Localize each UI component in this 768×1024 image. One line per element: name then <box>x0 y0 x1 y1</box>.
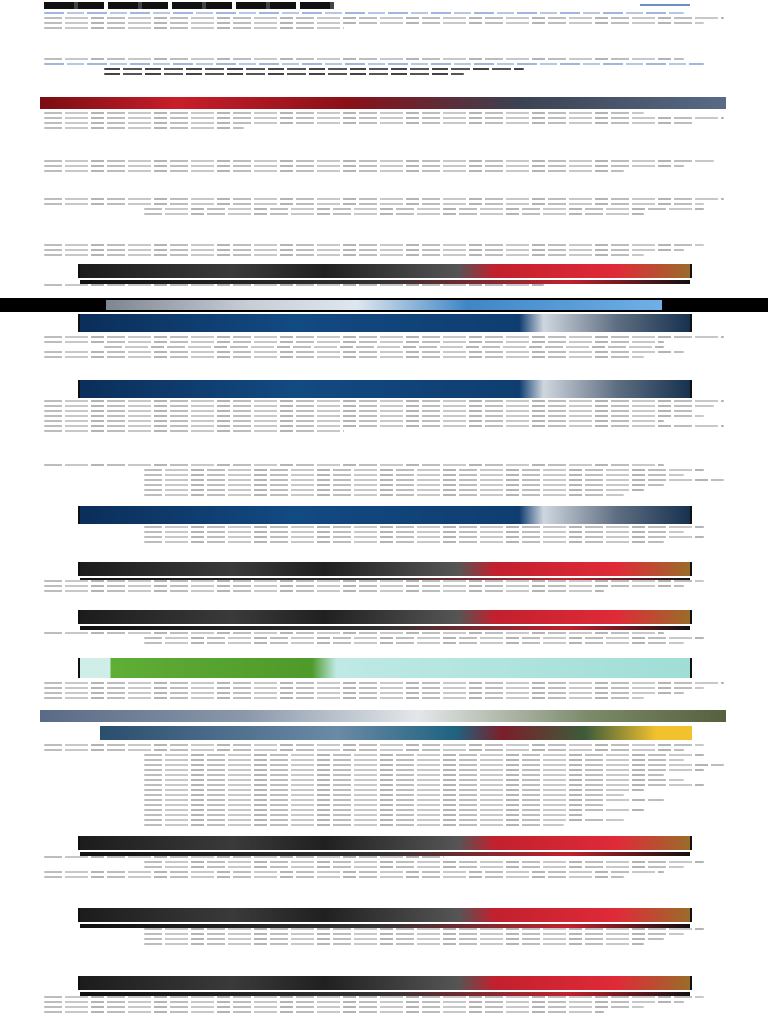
paragraph-9 <box>44 682 724 702</box>
paragraph-2 <box>44 160 724 175</box>
promo-strip[interactable] <box>78 506 692 524</box>
intro-text <box>44 12 724 32</box>
paragraph-3 <box>44 198 724 218</box>
promo-strip[interactable] <box>78 264 692 278</box>
promo-strip[interactable] <box>78 610 692 624</box>
paragraph-5 <box>44 336 724 361</box>
info-box <box>44 58 704 78</box>
page-title-graphic <box>44 2 334 9</box>
promo-strip[interactable] <box>78 562 692 576</box>
paragraph-8 <box>44 632 724 647</box>
promo-strip[interactable] <box>78 380 692 398</box>
list-1 <box>44 464 724 499</box>
paragraph-11 <box>44 928 724 948</box>
photo-banner <box>40 710 726 722</box>
list-3 <box>44 744 724 829</box>
image-bar <box>0 298 768 312</box>
promo-strip[interactable] <box>78 658 692 678</box>
paragraph-12 <box>44 996 724 1016</box>
list-2 <box>44 526 724 546</box>
paragraph-10 <box>44 856 724 881</box>
paragraph-4 <box>44 244 724 259</box>
header-link[interactable] <box>640 4 690 6</box>
paragraph-6 <box>44 400 724 435</box>
paragraph-1 <box>44 112 724 132</box>
promo-strip[interactable] <box>78 314 692 332</box>
caption-1 <box>44 284 724 289</box>
promo-strip[interactable] <box>78 976 692 990</box>
promo-strip[interactable] <box>78 908 692 922</box>
banner-image <box>40 97 726 109</box>
paragraph-7 <box>44 580 724 595</box>
photo-strip <box>100 726 692 740</box>
promo-strip[interactable] <box>78 836 692 850</box>
